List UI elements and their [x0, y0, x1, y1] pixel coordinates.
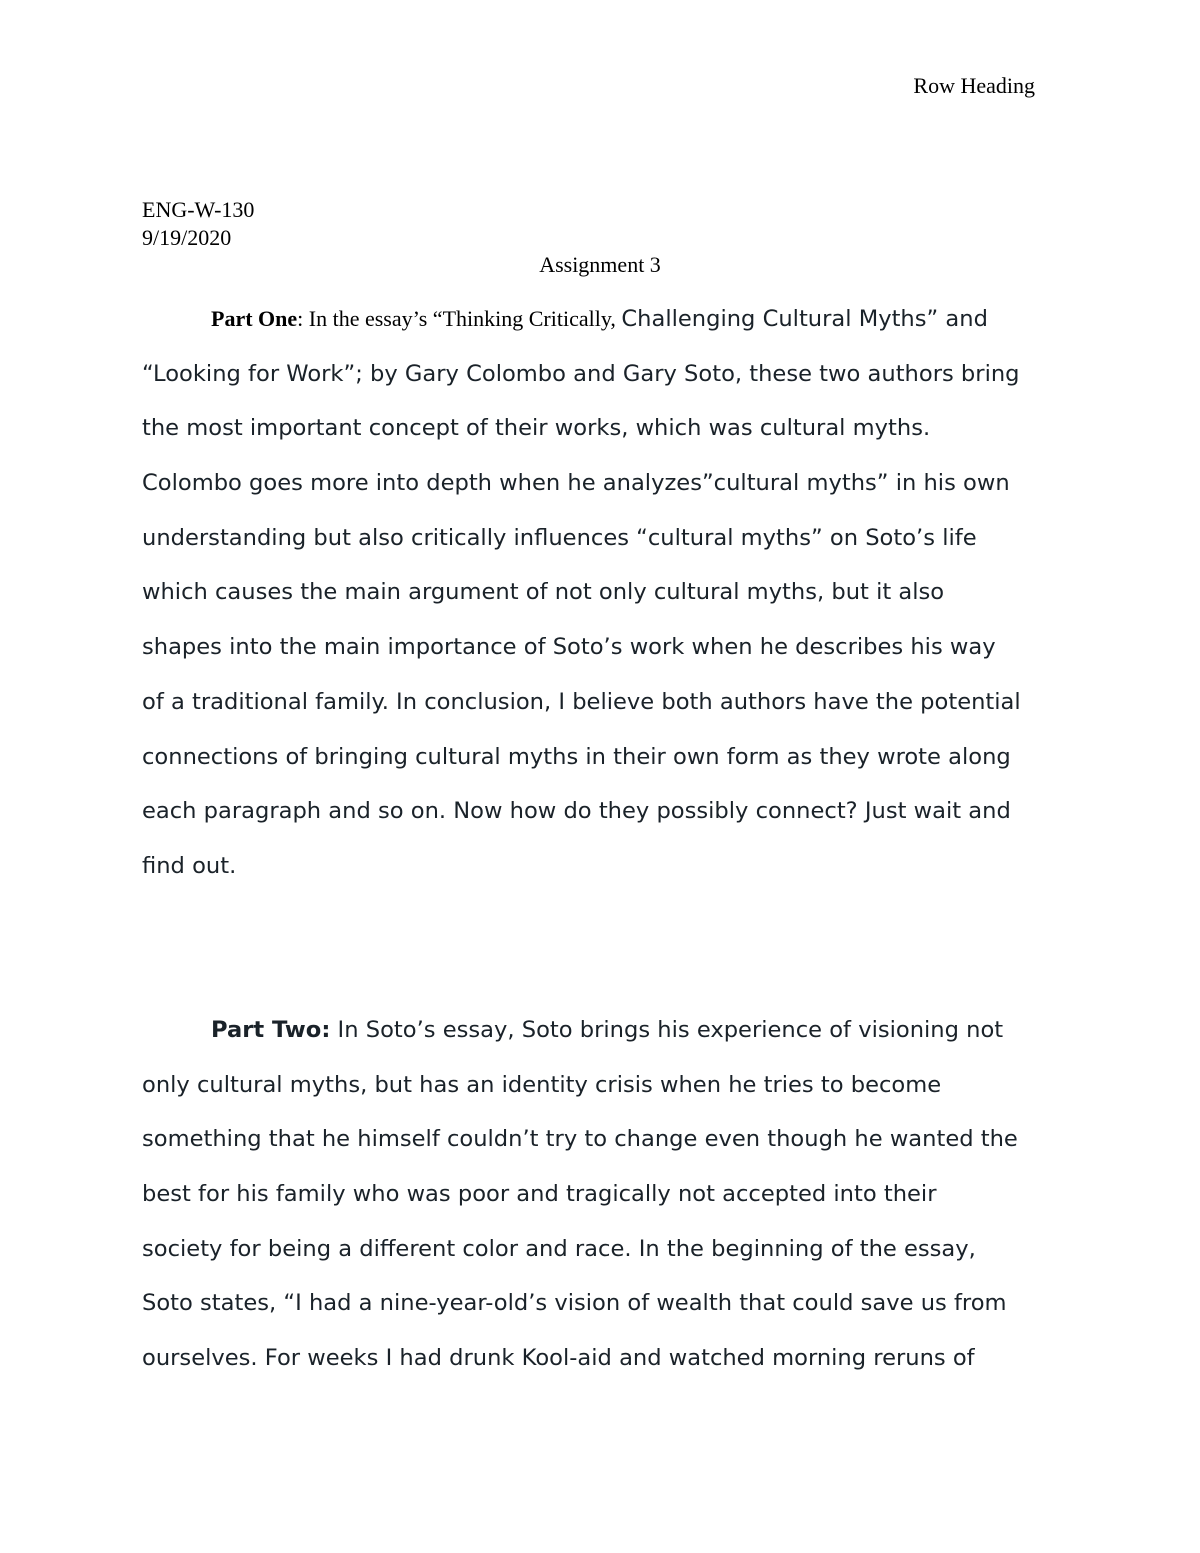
body-line: of a traditional family. In conclusion, I believe both authors have the potential	[142, 689, 1021, 715]
body-line: understanding but also critically influences “cultural myths” on Soto’s life	[142, 525, 977, 551]
document-title: Assignment 3	[539, 252, 661, 277]
body-line: which causes the main argument of not only cultural myths, but it also	[142, 579, 945, 605]
part-one-line-1	[211, 304, 988, 334]
body-line: shapes into the main importance of Soto’s work when he describes his way	[142, 634, 996, 660]
body-line: Colombo goes more into depth when he analyzes”cultural myths” in his own	[142, 470, 1010, 496]
body-line: only cultural myths, but has an identity crisis when he tries to become	[142, 1072, 942, 1098]
body-line: Soto states, “I had a nine-year-old’s vision of wealth that could save us from	[142, 1290, 1007, 1316]
body-line: find out.	[142, 853, 237, 879]
part-one-intro: : In the essay’s “Thinking Critically,	[297, 306, 622, 331]
body-line: society for being a different color and race. In the beginning of the essay,	[142, 1236, 976, 1262]
body-line: each paragraph and so on. Now how do they possibly connect? Just wait and	[142, 798, 1011, 824]
body-line: ourselves. For weeks I had drunk Kool-aid and watched morning reruns of	[142, 1345, 975, 1371]
date: 9/19/2020	[142, 225, 232, 250]
body-line: something that he himself couldn’t try to change even though he wanted the	[142, 1126, 1018, 1152]
body-line: connections of bringing cultural myths in their own form as they wrote along	[142, 744, 1011, 770]
part-one-intro-rest: Challenging Cultural Myths” and	[621, 306, 988, 332]
body-line: “Looking for Work”; by Gary Colombo and Gary Soto, these two authors bring	[142, 361, 1020, 387]
running-head: Row Heading	[913, 73, 1035, 98]
body-line: best for his family who was poor and tragically not accepted into their	[142, 1181, 937, 1207]
body-line: the most important concept of their works, which was cultural myths.	[142, 415, 931, 441]
part-two-intro-rest: In Soto’s essay, Soto brings his experience of visioning not	[330, 1017, 1004, 1043]
heading-block	[142, 196, 254, 252]
part-one-label: Part One	[211, 306, 298, 331]
part-two-label: Part Two:	[211, 1017, 331, 1043]
part-two-line-1	[211, 1015, 1003, 1045]
course-code: ENG-W-130	[142, 197, 255, 222]
